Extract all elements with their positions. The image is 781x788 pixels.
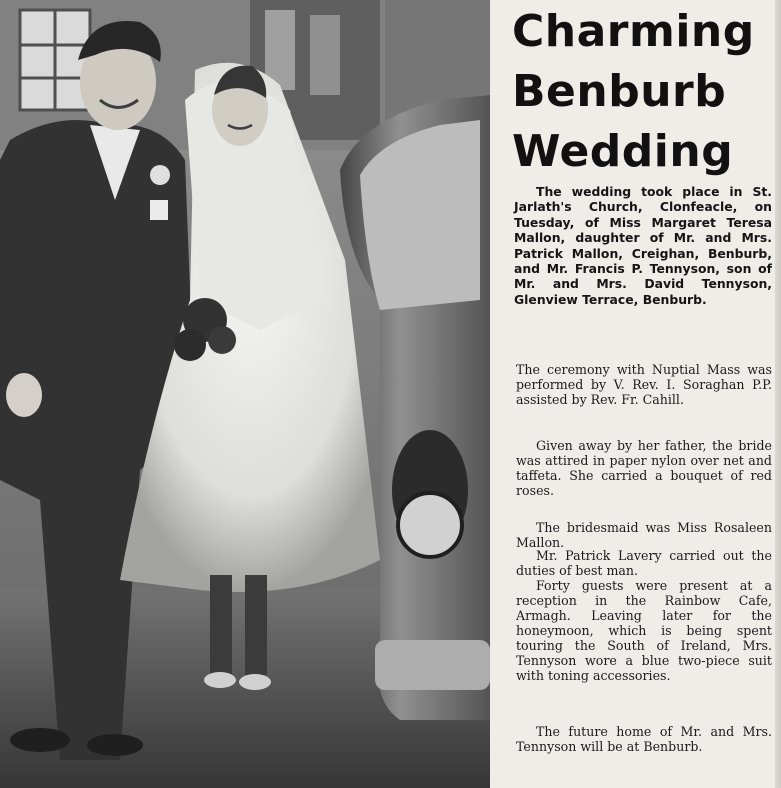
paragraph-reception: Forty guests were present at a reception in the Rainbow Cafe, Armagh. Leaving later for the honeymoon, which is being spent touring the South of Ireland, Mrs. Tennyson wore a blue two-piece suit with toning accessories. (516, 578, 772, 683)
paragraph-future-home: The future home of Mr. and Mrs. Tennyson will be at Benburb. (516, 724, 772, 754)
clipping-edge (775, 0, 781, 788)
article-column (500, 0, 775, 788)
paragraph-bridesmaid: The bridesmaid was Miss Rosaleen Mallon. (516, 520, 772, 550)
paragraph-ceremony: The ceremony with Nuptial Mass was performed by V. Rev. I. Soraghan P.P. assisted by Rev. Fr. Cahill. (516, 362, 772, 407)
paragraph-best-man: Mr. Patrick Lavery carried out the duties of best man. (516, 548, 772, 578)
headline: Charming Benburb Wedding (512, 6, 755, 177)
paragraph-bride-attire: Given away by her father, the bride was attired in paper nylon over net and taffeta. She carried a bouquet of red roses. (516, 438, 772, 498)
lead-paragraph: The wedding took place in St. Jarlath's Church, Clonfeacle, on Tuesday, of Miss Margaret Teresa Mallon, daughter of Mr. and Mrs. Patrick Mallon, Creighan, Benburb, and Mr. Francis P. Tennyson, son of Mr. and Mrs. David Tennyson, Glenview Terrace, Benburb. (514, 184, 772, 307)
